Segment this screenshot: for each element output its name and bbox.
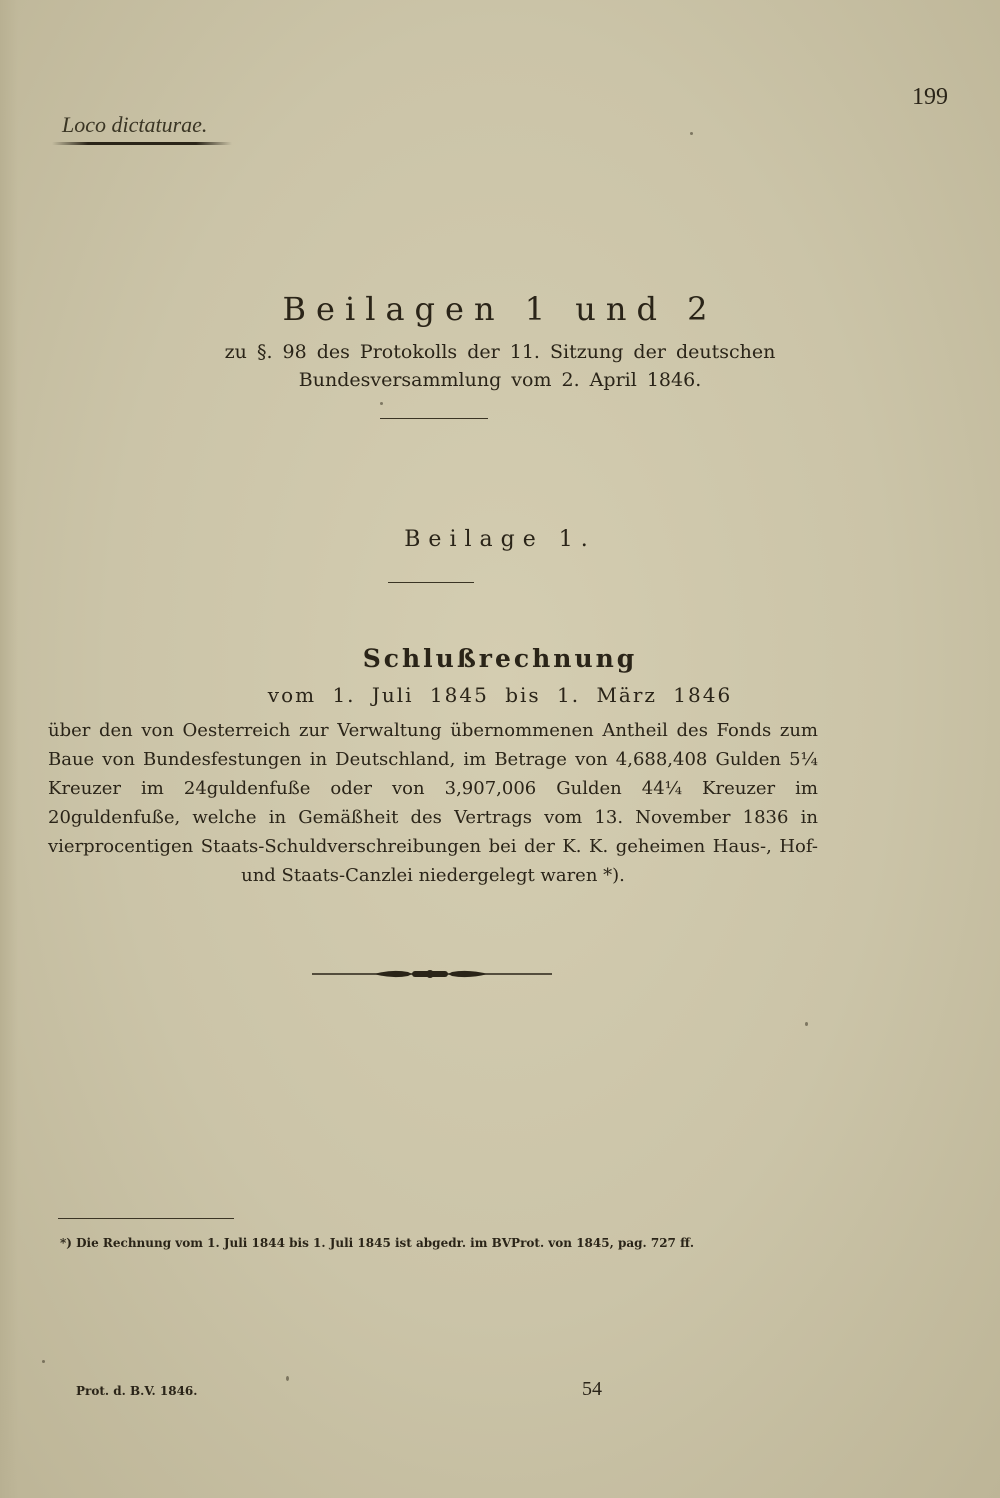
paper-speck (286, 1376, 289, 1381)
signature-mark: Prot. d. B.V. 1846. (76, 1384, 198, 1398)
paper-speck (690, 132, 693, 135)
document-body: über den von Oesterreich zur Verwaltung übernommenen Antheil des Fonds zum Baue von Bundesfestungen in Deutschland, im Betrage von 4,688,408 Gulden 5¼ Kreuzer im 24guldenfuße oder von 3,907,006 Gulden 44¼ Kreuzer im 20guldenfuße, welche in Gemäßheit des Vertrags vom 13. November 1836 in vierprocentigen Staats-Schuldverschreibungen bei der K. K. geheimen Haus-, Hof- und Staats-Canzlei niedergelegt waren *). (48, 720, 818, 886)
stamp-underline (52, 142, 232, 145)
loco-dictaturae-stamp: Loco dictaturae. (62, 112, 208, 137)
page-number: 199 (912, 84, 948, 110)
subtitle: zu §. 98 des Protokolls der 11. Sitzung der deutschen Bundesversammlung vom 2. April 1846. (224, 341, 776, 391)
document-period: vom 1. Juli 1845 bis 1. März 1846 (267, 683, 733, 707)
section-label: Beilage 1. (404, 527, 596, 552)
paper-speck (380, 402, 383, 405)
main-title: Beilagen 1 und 2 (282, 290, 718, 328)
footnote: *) Die Rechnung vom 1. Juli 1844 bis 1. Juli 1845 ist abgedr. im BVProt. von 1845, pag. 727 ff. (60, 1236, 695, 1250)
footnote-rule (58, 1218, 234, 1219)
divider-rule (388, 582, 474, 583)
document-heading: Schlußrechnung (362, 644, 638, 673)
sheet-number: 54 (582, 1378, 602, 1400)
rule-ornament-icon (312, 966, 552, 982)
divider-rule (380, 418, 488, 419)
paper-speck (805, 1022, 808, 1026)
paper-speck (42, 1360, 45, 1363)
